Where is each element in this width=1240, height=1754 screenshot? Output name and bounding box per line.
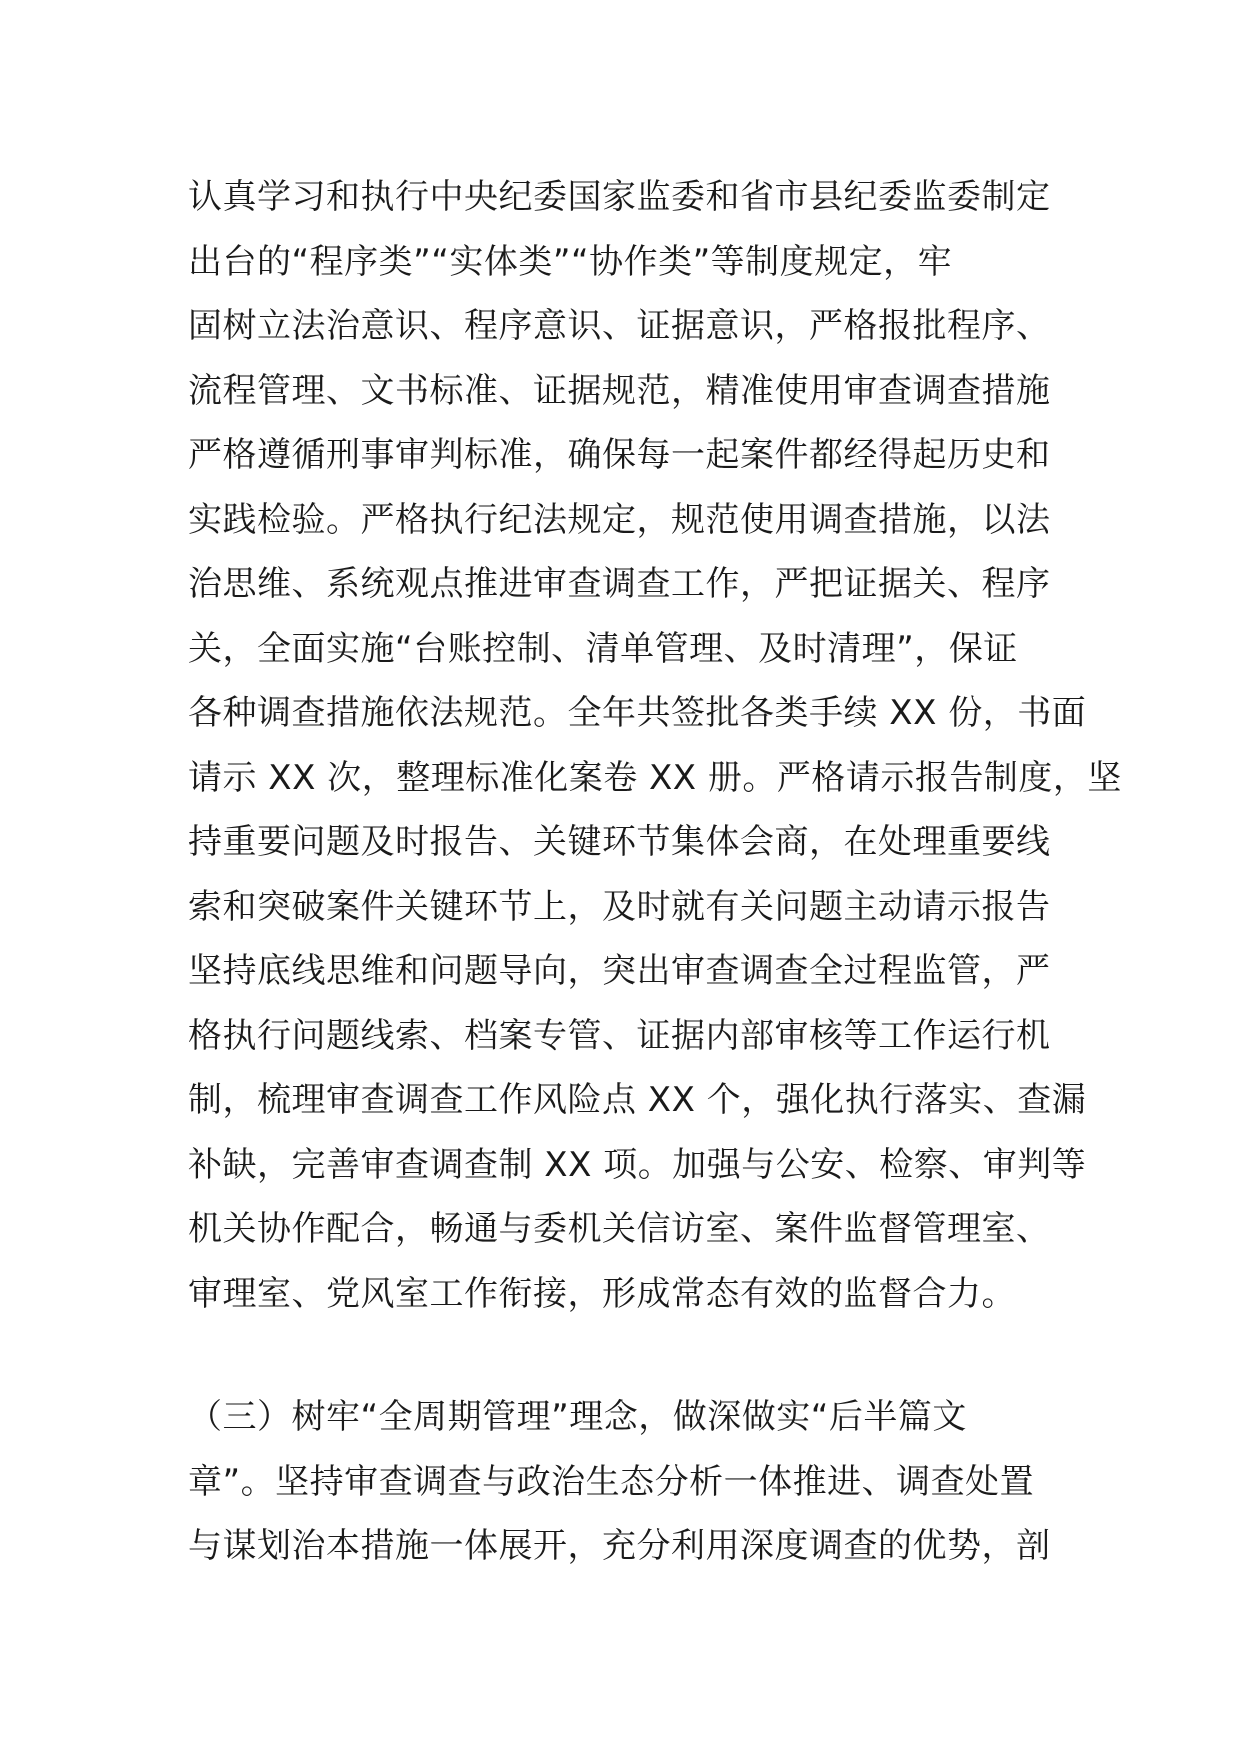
text-line: 请示 XX 次，整理标准化案卷 XX 册。严格请示报告制度，坚 — [188, 757, 1122, 798]
text-line: 治思维、系统观点推进审查调查工作，严把证据关、程序 — [188, 564, 1051, 604]
text-line: 审理室、党风室工作衔接，形成常态有效的监督合力。 — [188, 1273, 1016, 1314]
text-line: 持重要问题及时报告、关键环节集体会商，在处理重要线 — [188, 822, 1051, 862]
text-line: 索和突破案件关键环节上，及时就有关问题主动请示报告 — [188, 886, 1051, 927]
section-heading-line: （三）树牢“全周期管理”理念，做深做实“后半篇文 — [188, 1397, 967, 1437]
paragraph-1 — [188, 165, 1122, 1326]
text-line: 制，梳理审查调查工作风险点 XX 个，强化执行落实、查漏 — [188, 1080, 1087, 1120]
paragraph-2 — [188, 1385, 1058, 1579]
text-line: 章”。坚持审查调查与政治生态分析一体推进、调查处置 — [188, 1461, 1035, 1502]
text-line: 各种调查措施依法规范。全年共签批各类手续 XX 份，书面 — [188, 693, 1087, 733]
text-line: 流程管理、文书标准、证据规范，精准使用审查调查措施 — [188, 370, 1051, 411]
text-line: 固树立法治意识、程序意识、证据意识，严格报批程序、 — [188, 306, 1051, 346]
text-line: 与谋划治本措施一体展开，充分利用深度调查的优势，剖 — [188, 1526, 1051, 1566]
text-line: 格执行问题线索、档案专管、证据内部审核等工作运行机 — [188, 1015, 1051, 1056]
text-line: 出台的“程序类”“实体类”“协作类”等制度规定，牢 — [188, 241, 953, 282]
text-line: 坚持底线思维和问题导向，突出审查调查全过程监管，严 — [188, 951, 1051, 991]
text-line: 实践检验。严格执行纪法规定，规范使用调查措施，以法 — [188, 499, 1051, 540]
text-line: 关，全面实施“台账控制、清单管理、及时清理”，保证 — [188, 628, 1018, 669]
text-line: 严格遵循刑事审判标准，确保每一起案件都经得起历史和 — [188, 435, 1051, 475]
text-line: 机关协作配合，畅通与委机关信访室、案件监督管理室、 — [188, 1209, 1051, 1249]
text-line: 认真学习和执行中央纪委国家监委和省市县纪委监委制定 — [188, 177, 1051, 217]
text-line: 补缺，完善审查调查制 XX 项。加强与公安、检察、审判等 — [188, 1144, 1087, 1185]
